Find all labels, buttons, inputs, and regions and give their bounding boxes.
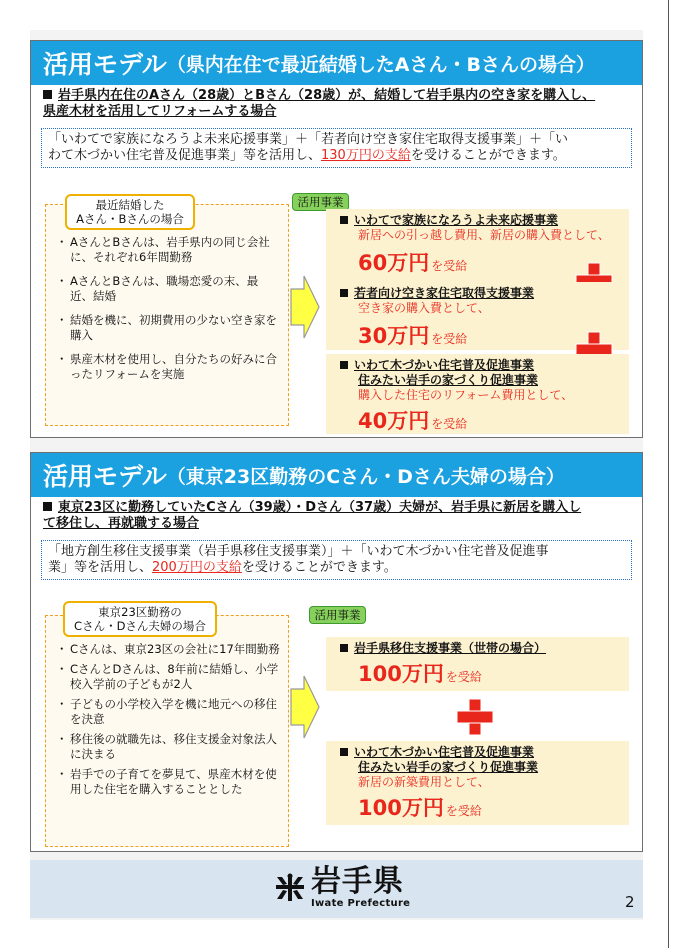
case-headline: 東京23区に勤務していたCさん（39歳）・Dさん（37歳）夫婦が、岩手県に新居を購入し て移住し、再就職する場合 [43, 500, 582, 531]
amount: 60万円 [358, 251, 430, 275]
title-sub: （県内在住で最近結婚したAさん・Bさんの場合） [166, 53, 595, 76]
program-tag: 活用事業 [292, 193, 349, 211]
summary-box: 「地方創生移住支援事業（岩手県移住支援事業）」＋「いわて木づかい住宅普及促進事 業」等を活用し、200万円の支給を受けることができます。 [41, 540, 632, 580]
model-section-2 [30, 452, 643, 852]
program-card: 岩手県移住支援事業（世帯の場合） 100万円 を受給 [326, 637, 629, 691]
section-title [31, 41, 642, 85]
subsidy-total: 130万円の支給 [321, 148, 411, 163]
plus-icon [455, 698, 495, 736]
footer-band [30, 860, 643, 918]
couple-label: 東京23区勤務の Cさん・Dさん夫婦の場合 [63, 601, 217, 637]
prefecture-emblem-icon [273, 873, 307, 903]
profile-bullet: ・ CさんとDさんは、8年前に結婚し、小学校入学前の子どもが2人 [56, 662, 279, 691]
amount: 30万円 [358, 324, 430, 348]
page-edge-line [668, 0, 669, 948]
bullet-square [43, 502, 52, 511]
profile-bullet: ・ 移住後の就職先は、移住支援金対象法人に決まる [56, 732, 277, 761]
title-main: 活用モデル [43, 50, 167, 79]
right-arrow-icon [289, 674, 321, 740]
amount: 40万円 [358, 409, 430, 433]
couple-profile-box [45, 615, 289, 847]
profile-bullet: ・ AさんとBさんは、岩手県内の同じ会社に、それぞれ6年間勤務 [56, 235, 270, 264]
profile-bullet: ・ 結婚を機に、初期費用の少ない空き家を購入 [56, 313, 277, 342]
profile-bullet: ・ 岩手での子育てを夢見て、県産木材を使用した住宅を購入することとした [56, 767, 277, 796]
title-sub: （東京23区勤務のCさん・Dさん夫婦の場合） [166, 465, 565, 488]
couple-profile-box [45, 204, 289, 426]
page-number: 2 [625, 893, 635, 911]
amount: 100万円 [358, 662, 444, 686]
profile-bullet: ・ 子どもの小学校入学を機に地元への移住を決意 [56, 697, 277, 726]
bullet-square [43, 90, 52, 99]
logo-kanji: 岩手県 [311, 864, 404, 899]
profile-bullet: ・ 県産木材を使用し、自分たちの好みに合ったリフォームを実施 [56, 352, 277, 381]
profile-bullet: ・ Cさんは、東京23区の会社に17年間勤務 [56, 642, 280, 656]
program-card: いわて木づかい住宅普及促進事業 住みたい岩手の家づくり促進事業 購入した住宅のリフォーム費用として、 40万円 を受給 [326, 354, 629, 434]
profile-bullet: ・ AさんとBさんは、職場恋愛の末、最近、結婚 [56, 274, 259, 303]
summary-box: 「いわてで家族になろうよ未来応援事業」＋「若者向け空き家住宅取得支援事業」＋「い わて木づかい住宅普及促進事業」等を活用し、130万円の支給を受けることができます。 [41, 128, 632, 168]
model-section-1 [30, 40, 643, 438]
program-tag: 活用事業 [309, 606, 366, 624]
couple-label: 最近結婚した Aさん・Bさんの場合 [65, 194, 195, 230]
subsidy-total: 200万円の支給 [152, 560, 242, 575]
iwate-logo [273, 866, 410, 909]
program-card: いわてで家族になろうよ未来応援事業 新居への引っ越し費用、新居の購入費として、 60万円 を受給 [326, 209, 629, 283]
program-card: 若者向け空き家住宅取得支援事業 空き家の購入費として、 30万円 を受給 [326, 282, 629, 350]
section-title [31, 453, 642, 497]
case-headline: 岩手県内在住のAさん（28歳）とBさん（28歳）が、結婚して岩手県内の空き家を購入し、 県産木材を活用してリフォームする場合 [43, 88, 596, 119]
title-main: 活用モデル [43, 462, 167, 491]
amount: 100万円 [358, 796, 444, 820]
program-card: いわて木づかい住宅普及促進事業 住みたい岩手の家づくり促進事業 新居の新築費用として、 100万円 を受給 [326, 741, 629, 825]
right-arrow-icon [289, 274, 321, 340]
logo-english: Iwate Prefecture [311, 898, 411, 909]
